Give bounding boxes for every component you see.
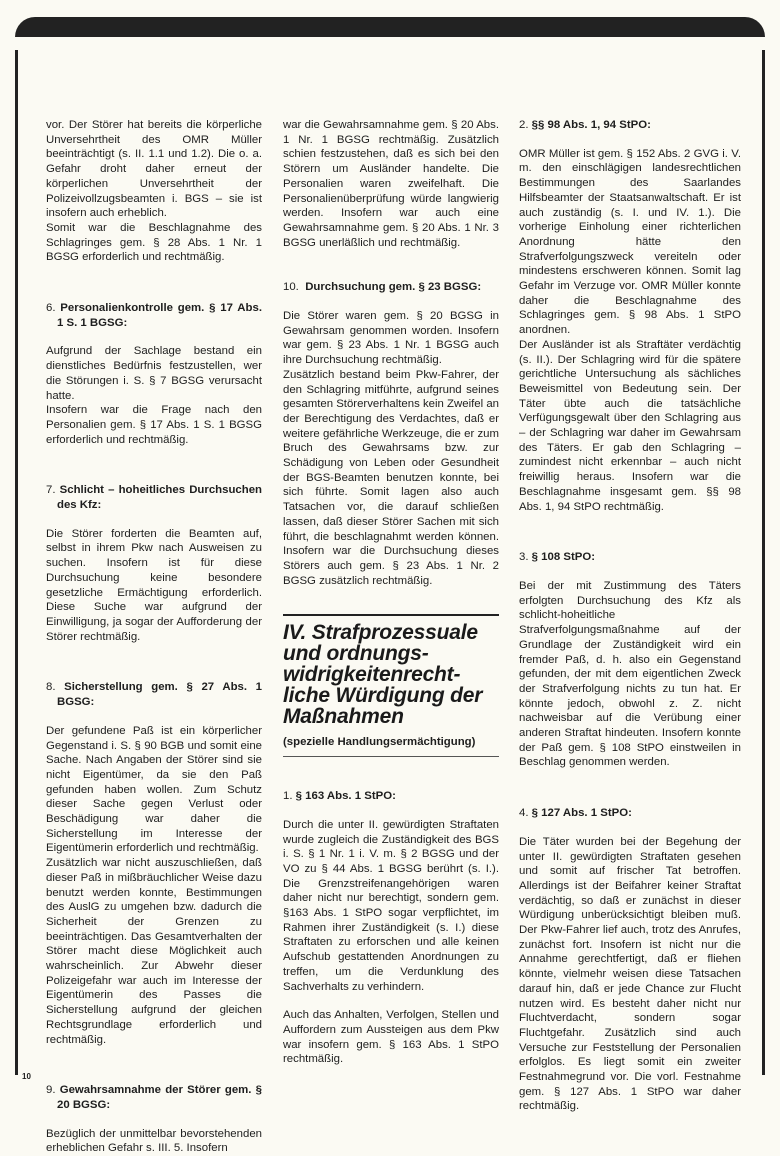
- paragraph: Durch die unter II. gewürdigten Straftaten wurde zugleich die Zuständigkeit des BGS i. S. § 1 Nr. 1 i. V. m. § 2 BGSG und der VO zu § 44 Abs. 1 BGSG berührt (s. I.). Die Grenzstreifenangehörigen waren daher nicht nur berechtigt, sondern gem. §163 Abs. 1 StPO sogar verpflichtet, im Rahmen ihrer Zuständigkeit (s. I.) diese Straftaten zu erforschen und alle keinen Aufschub gestattenden Anordnungen zu treffen, um die Verdunklung des Sachverhalts zu verhindern.: [283, 818, 499, 993]
- section-heading: 8. Sicherstellung gem. § 27 Abs. 1 BGSG:: [46, 681, 262, 709]
- section-iv-4: [519, 806, 741, 1114]
- section-heading: 3. § 108 StPO:: [519, 551, 595, 564]
- section-7: [46, 483, 262, 644]
- page-frame-top-bar: [15, 17, 765, 37]
- paragraph: Der Ausländer ist als Straftäter verdächtig (s. II.). Der Schlagring wird für die spätere gerichtliche Untersuchung als sächliches Beweismittel von Bedeutung sein. Der Täter übte auch die tatsächliche Verfügungsgewalt über den Schlagring aus – der Schlagring war daher im Gewahrsam des Täters. Er gab den Schlagring – zumindest nicht erkennbar – auch nicht freiwillig heraus. Insofern war die Beschlagnahme insgesamt gem. §§ 98 Abs. 1, 94 StPO rechtmäßig.: [519, 338, 741, 513]
- paragraph: Aufgrund der Sachlage bestand ein dienstliches Bedürfnis festzustellen, wer die Störungen i. S. § 7 BGSG verursacht hatte.: [46, 345, 262, 402]
- section-iv-2: [519, 118, 741, 514]
- paragraph: Insofern war die Frage nach den Personalien gem. § 17 Abs. 1 S. 1 BGSG erforderlich und rechtmäßig.: [46, 404, 262, 446]
- paragraph: Zusätzlich war nicht auszuschließen, daß dieser Paß in mißbräuchlicher Weise dazu benutzt werden konnte, Bestimmungen des AuslG zu umgehen bzw. dadurch die Sicherheit der Grenzen zu beeinträchtigen. Das Gesamtverhalten der Störer macht diese Möglichkeit auch wahrscheinlich. Zur Abwehr dieser Polizeigefahr war auch im Interesse der Eigentümerin des Passes die Sicherstellung aufgrund der gleichen Rechtsgrundlage erforderlich und rechtmäßig.: [46, 857, 262, 1046]
- column-1: [46, 118, 262, 1156]
- chapter-title: IV. Strafprozessuale und ordnungs- widrigkeitenrecht- liche Würdigung der Maßnahmen: [283, 621, 483, 729]
- heading-rule-top: [283, 614, 499, 616]
- section-heading: 4. § 127 Abs. 1 StPO:: [519, 807, 632, 820]
- page-frame-inner: [17, 37, 763, 67]
- section-iv-1: [283, 789, 499, 1067]
- section-6: [46, 301, 262, 447]
- chapter-heading-block: [283, 614, 499, 757]
- column-3: [519, 118, 741, 1114]
- chapter-subtitle: (spezielle Handlungsermächtigung): [283, 736, 476, 749]
- section-9: [46, 1083, 262, 1156]
- page-frame-left-rule: [15, 50, 18, 1075]
- paragraph: OMR Müller ist gem. § 152 Abs. 2 GVG i. V. m. den einschlägigen landesrechtlichen Bestimmungen des Saarlandes Hilfsbeamter der Staatsanwaltschaft. Er ist auch zuständig (s. I. und IV. 1.). Die vorherige Einholung einer richterlichen Anordnung hätte den Strafverfolgungszweck vereiteln oder mindestens erschweren können. Somit lag Gefahr im Verzuge vor. OMR Müller konnte daher die Beschlagnahme des Schlagringes gem. § 98 Abs. 1 StPO anordnen.: [519, 147, 741, 337]
- paragraph: vor. Der Störer hat bereits die körperliche Unversehrtheit des OMR Müller beeinträchtigt (s. II. 1.1 und 1.2). Die o. a. Gefahr droht daher erneut der körperlichen Unversehrtheit der Polizeivollzugsbeamten i. BGS – sie ist insofern auch erheblich.: [46, 119, 262, 220]
- paragraph: Bezüglich der unmittelbar bevorstehenden erheblichen Gefahr s. III. 5. Insofern: [46, 1127, 262, 1155]
- section-10: [283, 280, 499, 588]
- section-8: [46, 680, 262, 1047]
- section-heading: 2. §§ 98 Abs. 1, 94 StPO:: [519, 119, 651, 131]
- paragraph: Die Störer forderten die Beamten auf, selbst in ihrem Pkw nach Ausweisen zu suchen. Insofern ist für diese Durchsuchung keine besondere gesetzliche Ermächtigung erforderlich. Diese Suche war aufgrund der Einwilligung, ja sogar der Aufforderung der Störer rechtmäßig.: [46, 527, 262, 643]
- paragraph: Auch das Anhalten, Verfolgen, Stellen und Auffordern zum Aussteigen aus dem Pkw war insofern gem. § 163 Abs. 1 StPO rechtmäßig.: [283, 1009, 499, 1066]
- section-heading: 9. Gewahrsamnahme der Störer gem. § 20 BGSG:: [46, 1084, 262, 1111]
- section-heading: 7. Schlicht – hoheitliches Durchsuchen des Kfz:: [46, 484, 262, 512]
- paragraph: Somit war die Beschlagnahme des Schlagringes gem. § 28 Abs. 1 Nr. 1 BGSG erforderlich und rechtmäßig.: [46, 221, 262, 264]
- paragraph: Bei der mit Zustimmung des Täters erfolgten Durchsuchung des Kfz als schlicht-hoheitliche Strafverfolgungsmaßnahme auf der Grundlage der Zuständigkeit wird ein fremder Paß, d. h. also ein Gegenstand gefunden, der mit dem eigentlichen Zweck der Strafverfolgung nichts zu tun hat. Er könnte jedoch, obwohl z. Z. nicht nachweisbar auf die Verübung einer anderen Straftat hindeuten. Insofern konnte der Paß gem. § 108 StPO einstweilen in Beschlag genommen werden.: [519, 579, 741, 769]
- section-iv-3: [519, 550, 741, 770]
- paragraph: Der gefundene Paß ist ein körperlicher Gegenstand i. S. § 90 BGB und somit eine Sache. Nach Angaben der Störer sind sie nicht Eigentümer, da sie den Paß gefunden haben wollen. Zum Schutz dieser Sache gegen Verlust oder Beschädigung war daher die Sicherstellung im Interesse der Eigentümerin erforderlich und rechtmäßig.: [46, 724, 262, 855]
- section-heading: 10. Durchsuchung gem. § 23 BGSG:: [283, 281, 482, 294]
- section-heading: 1. § 163 Abs. 1 StPO:: [283, 790, 396, 803]
- page-number: 10: [22, 1072, 31, 1081]
- column-2: [283, 118, 499, 1067]
- paragraph: Die Störer waren gem. § 20 BGSG in Gewahrsam genommen worden. Insofern war gem. § 23 Abs. 1 Nr. 1 BGSG auch ihre Durchsuchung rechtmäßig.: [283, 310, 499, 367]
- paragraph: war die Gewahrsamnahme gem. § 20 Abs. 1 Nr. 1 BGSG rechtmäßig. Zusätzlich schien festzustehen, daß es sich bei den Störern um Ausländer handelte. Die Personalien waren zweifelhaft. Die Personalienüberprüfung würde langwierig werden. Insofern war auch eine Gewahrsamnahme gem. § 20 Abs. 1 Nr. 3 BGSG unerläßlich und rechtmäßig.: [283, 119, 499, 249]
- page-frame-right-rule: [762, 50, 765, 1075]
- paragraph: Die Täter wurden bei der Begehung der unter II. gewürdigten Straftaten gesehen und somit auf frischer Tat betroffen. Allerdings ist der Beifahrer keiner Straftat verdächtig, so daß er zunächst in dieser Würdigung unberücksichtigt bleiben muß. Der Pkw-Fahrer lief auch, trotz des Anrufes, zunächst fort. Insofern ist nicht nur die Annahme gerechtfertigt, daß er fliehen könnte, vielmehr weisen diese Tatsachen darauf hin, daß er jede Chance zur Flucht nutzen wird. Es besteht daher nicht nur Fluchtverdacht, sondern sogar Fluchtgefahr. Zusätzlich sind auch Versuche zur Feststellung der Personalien erfolglos. Es liegt somit ein zweiter Festnahmegrund vor. Die vorl. Festnahme gem. § 127 Abs. 1 StPO war daher rechtmäßig.: [519, 835, 741, 1113]
- paragraph: Zusätzlich bestand beim Pkw-Fahrer, der den Schlagring mitführte, aufgrund seines gesamten Störerverhaltens kein Zweifel an der Berechtigung des Verdachtes, daß er weitere gefährliche Werkzeuge, die er zum Bruch des Gewahrsams bzw. zur Schädigung von Leben oder Gesundheit der BGS-Beamten benutzen konnte, bei sich führte. Somit lagen also auch Tatsachen vor, die darauf schließen lassen, daß dieser Störer Sachen mit sich führt, die beschlagnahmt werden können. Insofern war die Durchsuchung dieses Störers auch gem. § 23 Abs. 1 Nr. 2 BGSG zusätzlich rechtmäßig.: [283, 368, 499, 587]
- section-heading: 6. Personalienkontrolle gem. § 17 Abs. 1 S. 1 BGSG:: [46, 302, 262, 329]
